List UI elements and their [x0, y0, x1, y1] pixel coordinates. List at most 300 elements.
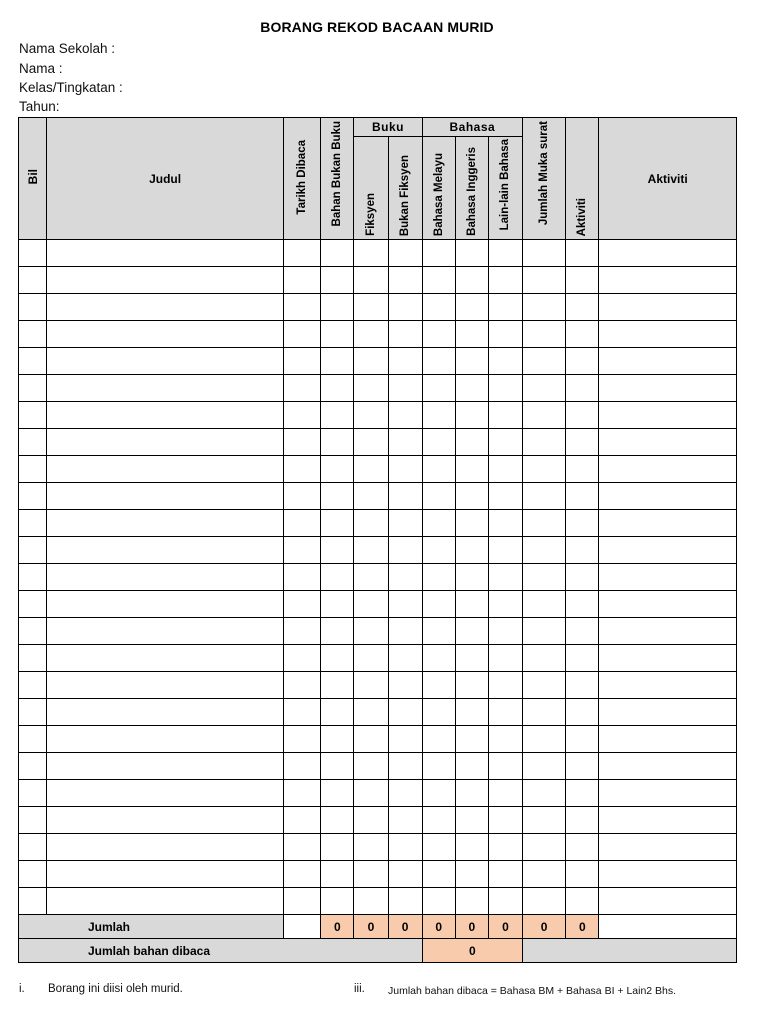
- table-cell[interactable]: [388, 780, 422, 807]
- table-cell[interactable]: [388, 510, 422, 537]
- table-cell[interactable]: [599, 429, 737, 456]
- table-cell[interactable]: [523, 240, 566, 267]
- table-cell[interactable]: [422, 348, 455, 375]
- table-cell[interactable]: [566, 780, 599, 807]
- table-cell[interactable]: [388, 672, 422, 699]
- table-cell[interactable]: [19, 645, 47, 672]
- table-cell[interactable]: [47, 510, 284, 537]
- table-cell[interactable]: [354, 483, 388, 510]
- table-cell[interactable]: [599, 348, 737, 375]
- table-cell[interactable]: [47, 591, 284, 618]
- table-cell[interactable]: [47, 645, 284, 672]
- table-cell[interactable]: [19, 429, 47, 456]
- table-cell[interactable]: [523, 483, 566, 510]
- table-cell[interactable]: [354, 294, 388, 321]
- table-cell[interactable]: [488, 618, 522, 645]
- table-cell[interactable]: [523, 456, 566, 483]
- table-cell[interactable]: [422, 321, 455, 348]
- table-cell[interactable]: [388, 537, 422, 564]
- table-cell[interactable]: [47, 861, 284, 888]
- table-cell[interactable]: [566, 645, 599, 672]
- table-cell[interactable]: [488, 348, 522, 375]
- table-cell[interactable]: [284, 888, 321, 915]
- table-cell[interactable]: [523, 591, 566, 618]
- table-cell[interactable]: [523, 780, 566, 807]
- table-cell[interactable]: [354, 402, 388, 429]
- table-cell[interactable]: [388, 348, 422, 375]
- table-cell[interactable]: [388, 294, 422, 321]
- table-cell[interactable]: [388, 645, 422, 672]
- table-cell[interactable]: [388, 807, 422, 834]
- table-cell[interactable]: [354, 375, 388, 402]
- table-cell[interactable]: [455, 672, 488, 699]
- table-cell[interactable]: [284, 645, 321, 672]
- table-cell[interactable]: [284, 321, 321, 348]
- table-cell[interactable]: [321, 753, 354, 780]
- table-cell[interactable]: [388, 618, 422, 645]
- table-cell[interactable]: [422, 294, 455, 321]
- table-cell[interactable]: [284, 240, 321, 267]
- table-cell[interactable]: [284, 429, 321, 456]
- table-cell[interactable]: [284, 294, 321, 321]
- table-cell[interactable]: [455, 726, 488, 753]
- table-cell[interactable]: [354, 861, 388, 888]
- table-cell[interactable]: [47, 321, 284, 348]
- table-cell[interactable]: [321, 807, 354, 834]
- table-cell[interactable]: [284, 267, 321, 294]
- table-cell[interactable]: [566, 456, 599, 483]
- table-cell[interactable]: [19, 321, 47, 348]
- table-cell[interactable]: [523, 645, 566, 672]
- table-cell[interactable]: [321, 456, 354, 483]
- table-cell[interactable]: [455, 294, 488, 321]
- table-cell[interactable]: [19, 780, 47, 807]
- table-cell[interactable]: [321, 780, 354, 807]
- table-cell[interactable]: [321, 591, 354, 618]
- table-cell[interactable]: [599, 726, 737, 753]
- table-cell[interactable]: [47, 888, 284, 915]
- table-cell[interactable]: [455, 591, 488, 618]
- table-cell[interactable]: [321, 240, 354, 267]
- table-cell[interactable]: [321, 888, 354, 915]
- table-cell[interactable]: [455, 483, 488, 510]
- table-cell[interactable]: [19, 564, 47, 591]
- table-cell[interactable]: [422, 429, 455, 456]
- table-cell[interactable]: [488, 429, 522, 456]
- table-cell[interactable]: [488, 888, 522, 915]
- table-cell[interactable]: [354, 537, 388, 564]
- table-cell[interactable]: [488, 645, 522, 672]
- table-cell[interactable]: [354, 564, 388, 591]
- table-cell[interactable]: [599, 861, 737, 888]
- table-cell[interactable]: [284, 537, 321, 564]
- table-cell[interactable]: [599, 240, 737, 267]
- table-cell[interactable]: [566, 699, 599, 726]
- table-cell[interactable]: [321, 510, 354, 537]
- table-cell[interactable]: [19, 483, 47, 510]
- table-cell[interactable]: [422, 645, 455, 672]
- table-cell[interactable]: [599, 537, 737, 564]
- table-cell[interactable]: [599, 267, 737, 294]
- table-cell[interactable]: [455, 240, 488, 267]
- table-cell[interactable]: [47, 834, 284, 861]
- table-cell[interactable]: [321, 726, 354, 753]
- table-cell[interactable]: [488, 321, 522, 348]
- table-cell[interactable]: [47, 483, 284, 510]
- table-cell[interactable]: [523, 348, 566, 375]
- table-cell[interactable]: [388, 267, 422, 294]
- table-cell[interactable]: [19, 375, 47, 402]
- table-cell[interactable]: [599, 294, 737, 321]
- table-cell[interactable]: [422, 402, 455, 429]
- table-cell[interactable]: [354, 591, 388, 618]
- table-cell[interactable]: [321, 321, 354, 348]
- table-cell[interactable]: [455, 321, 488, 348]
- table-cell[interactable]: [284, 402, 321, 429]
- table-cell[interactable]: [422, 834, 455, 861]
- table-cell[interactable]: [599, 618, 737, 645]
- table-cell[interactable]: [422, 888, 455, 915]
- table-cell[interactable]: [566, 510, 599, 537]
- table-cell[interactable]: [523, 672, 566, 699]
- table-cell[interactable]: [47, 564, 284, 591]
- table-cell[interactable]: [47, 672, 284, 699]
- table-cell[interactable]: [388, 888, 422, 915]
- table-cell[interactable]: [566, 402, 599, 429]
- table-cell[interactable]: [47, 402, 284, 429]
- table-cell[interactable]: [321, 483, 354, 510]
- table-cell[interactable]: [455, 618, 488, 645]
- table-cell[interactable]: [388, 591, 422, 618]
- table-cell[interactable]: [599, 834, 737, 861]
- table-cell[interactable]: [19, 456, 47, 483]
- table-cell[interactable]: [354, 645, 388, 672]
- table-cell[interactable]: [47, 618, 284, 645]
- table-cell[interactable]: [488, 483, 522, 510]
- table-cell[interactable]: [566, 429, 599, 456]
- table-cell[interactable]: [566, 672, 599, 699]
- table-cell[interactable]: [19, 240, 47, 267]
- table-cell[interactable]: [455, 753, 488, 780]
- table-cell[interactable]: [388, 429, 422, 456]
- table-cell[interactable]: [284, 699, 321, 726]
- table-cell[interactable]: [488, 672, 522, 699]
- table-cell[interactable]: [488, 699, 522, 726]
- table-cell[interactable]: [284, 780, 321, 807]
- table-cell[interactable]: [321, 348, 354, 375]
- table-cell[interactable]: [422, 591, 455, 618]
- table-cell[interactable]: [354, 699, 388, 726]
- table-cell[interactable]: [321, 672, 354, 699]
- table-cell[interactable]: [566, 348, 599, 375]
- table-cell[interactable]: [354, 429, 388, 456]
- table-cell[interactable]: [523, 294, 566, 321]
- table-cell[interactable]: [422, 240, 455, 267]
- table-cell[interactable]: [284, 483, 321, 510]
- table-cell[interactable]: [354, 672, 388, 699]
- table-cell[interactable]: [599, 564, 737, 591]
- table-cell[interactable]: [488, 375, 522, 402]
- table-cell[interactable]: [488, 402, 522, 429]
- table-cell[interactable]: [566, 240, 599, 267]
- table-cell[interactable]: [599, 699, 737, 726]
- table-cell[interactable]: [354, 348, 388, 375]
- table-cell[interactable]: [47, 294, 284, 321]
- table-cell[interactable]: [47, 780, 284, 807]
- table-cell[interactable]: [455, 429, 488, 456]
- table-cell[interactable]: [455, 402, 488, 429]
- table-cell[interactable]: [488, 564, 522, 591]
- table-cell[interactable]: [354, 618, 388, 645]
- table-cell[interactable]: [455, 834, 488, 861]
- table-cell[interactable]: [566, 321, 599, 348]
- table-cell[interactable]: [422, 375, 455, 402]
- table-cell[interactable]: [19, 807, 47, 834]
- table-cell[interactable]: [354, 267, 388, 294]
- table-cell[interactable]: [599, 510, 737, 537]
- table-cell[interactable]: [523, 699, 566, 726]
- table-cell[interactable]: [354, 780, 388, 807]
- table-cell[interactable]: [354, 240, 388, 267]
- table-cell[interactable]: [523, 510, 566, 537]
- table-cell[interactable]: [284, 618, 321, 645]
- table-cell[interactable]: [566, 726, 599, 753]
- table-cell[interactable]: [523, 564, 566, 591]
- table-cell[interactable]: [388, 321, 422, 348]
- table-cell[interactable]: [47, 267, 284, 294]
- table-cell[interactable]: [488, 510, 522, 537]
- table-cell[interactable]: [488, 753, 522, 780]
- table-cell[interactable]: [455, 510, 488, 537]
- table-cell[interactable]: [321, 618, 354, 645]
- table-cell[interactable]: [488, 807, 522, 834]
- table-cell[interactable]: [599, 591, 737, 618]
- table-cell[interactable]: [488, 780, 522, 807]
- table-cell[interactable]: [321, 267, 354, 294]
- table-cell[interactable]: [455, 537, 488, 564]
- table-cell[interactable]: [321, 564, 354, 591]
- table-cell[interactable]: [19, 591, 47, 618]
- table-cell[interactable]: [455, 861, 488, 888]
- table-cell[interactable]: [321, 537, 354, 564]
- table-cell[interactable]: [523, 375, 566, 402]
- table-cell[interactable]: [284, 348, 321, 375]
- table-cell[interactable]: [599, 483, 737, 510]
- table-cell[interactable]: [388, 861, 422, 888]
- table-cell[interactable]: [321, 699, 354, 726]
- table-cell[interactable]: [523, 321, 566, 348]
- table-cell[interactable]: [19, 888, 47, 915]
- table-cell[interactable]: [284, 672, 321, 699]
- table-cell[interactable]: [284, 861, 321, 888]
- table-cell[interactable]: [19, 834, 47, 861]
- table-cell[interactable]: [19, 267, 47, 294]
- table-cell[interactable]: [388, 834, 422, 861]
- table-cell[interactable]: [523, 834, 566, 861]
- table-cell[interactable]: [455, 807, 488, 834]
- table-cell[interactable]: [599, 807, 737, 834]
- table-cell[interactable]: [284, 510, 321, 537]
- table-cell[interactable]: [47, 537, 284, 564]
- table-cell[interactable]: [321, 861, 354, 888]
- table-cell[interactable]: [19, 618, 47, 645]
- table-cell[interactable]: [422, 780, 455, 807]
- table-cell[interactable]: [566, 375, 599, 402]
- table-cell[interactable]: [523, 537, 566, 564]
- table-cell[interactable]: [523, 888, 566, 915]
- table-cell[interactable]: [47, 375, 284, 402]
- table-cell[interactable]: [354, 753, 388, 780]
- table-cell[interactable]: [388, 699, 422, 726]
- table-cell[interactable]: [354, 888, 388, 915]
- table-cell[interactable]: [455, 564, 488, 591]
- table-cell[interactable]: [47, 348, 284, 375]
- table-cell[interactable]: [455, 267, 488, 294]
- table-cell[interactable]: [599, 753, 737, 780]
- table-cell[interactable]: [599, 402, 737, 429]
- table-cell[interactable]: [354, 321, 388, 348]
- table-cell[interactable]: [422, 807, 455, 834]
- table-cell[interactable]: [284, 375, 321, 402]
- table-cell[interactable]: [599, 888, 737, 915]
- table-cell[interactable]: [19, 726, 47, 753]
- table-cell[interactable]: [566, 861, 599, 888]
- table-cell[interactable]: [566, 537, 599, 564]
- table-cell[interactable]: [354, 726, 388, 753]
- table-cell[interactable]: [488, 591, 522, 618]
- table-cell[interactable]: [566, 294, 599, 321]
- table-cell[interactable]: [599, 375, 737, 402]
- table-cell[interactable]: [455, 375, 488, 402]
- table-cell[interactable]: [284, 753, 321, 780]
- table-cell[interactable]: [47, 429, 284, 456]
- table-cell[interactable]: [599, 780, 737, 807]
- table-cell[interactable]: [566, 483, 599, 510]
- table-cell[interactable]: [566, 888, 599, 915]
- table-cell[interactable]: [284, 456, 321, 483]
- table-cell[interactable]: [19, 699, 47, 726]
- table-cell[interactable]: [566, 753, 599, 780]
- table-cell[interactable]: [388, 753, 422, 780]
- table-cell[interactable]: [47, 240, 284, 267]
- table-cell[interactable]: [523, 429, 566, 456]
- table-cell[interactable]: [488, 267, 522, 294]
- table-cell[interactable]: [422, 267, 455, 294]
- table-cell[interactable]: [354, 807, 388, 834]
- table-cell[interactable]: [455, 348, 488, 375]
- table-cell[interactable]: [19, 348, 47, 375]
- table-cell[interactable]: [566, 591, 599, 618]
- table-cell[interactable]: [19, 294, 47, 321]
- table-cell[interactable]: [422, 861, 455, 888]
- table-cell[interactable]: [388, 240, 422, 267]
- table-cell[interactable]: [19, 402, 47, 429]
- table-cell[interactable]: [19, 672, 47, 699]
- table-cell[interactable]: [422, 753, 455, 780]
- table-cell[interactable]: [388, 483, 422, 510]
- table-cell[interactable]: [388, 402, 422, 429]
- table-cell[interactable]: [47, 726, 284, 753]
- table-cell[interactable]: [388, 375, 422, 402]
- table-cell[interactable]: [422, 510, 455, 537]
- table-cell[interactable]: [47, 456, 284, 483]
- table-cell[interactable]: [47, 807, 284, 834]
- table-cell[interactable]: [523, 753, 566, 780]
- table-cell[interactable]: [422, 618, 455, 645]
- table-cell[interactable]: [488, 294, 522, 321]
- table-cell[interactable]: [566, 267, 599, 294]
- table-cell[interactable]: [422, 483, 455, 510]
- table-cell[interactable]: [488, 537, 522, 564]
- table-cell[interactable]: [422, 672, 455, 699]
- table-cell[interactable]: [599, 456, 737, 483]
- table-cell[interactable]: [422, 699, 455, 726]
- table-cell[interactable]: [321, 375, 354, 402]
- table-cell[interactable]: [566, 564, 599, 591]
- table-cell[interactable]: [47, 753, 284, 780]
- table-cell[interactable]: [422, 726, 455, 753]
- table-cell[interactable]: [321, 294, 354, 321]
- table-cell[interactable]: [566, 618, 599, 645]
- table-cell[interactable]: [388, 456, 422, 483]
- table-cell[interactable]: [284, 591, 321, 618]
- table-cell[interactable]: [19, 510, 47, 537]
- table-cell[interactable]: [488, 834, 522, 861]
- table-cell[interactable]: [19, 861, 47, 888]
- table-cell[interactable]: [388, 564, 422, 591]
- table-cell[interactable]: [19, 537, 47, 564]
- table-cell[interactable]: [599, 645, 737, 672]
- table-cell[interactable]: [284, 564, 321, 591]
- table-cell[interactable]: [523, 618, 566, 645]
- table-cell[interactable]: [422, 456, 455, 483]
- table-cell[interactable]: [523, 807, 566, 834]
- table-cell[interactable]: [354, 510, 388, 537]
- table-cell[interactable]: [321, 429, 354, 456]
- table-cell[interactable]: [566, 807, 599, 834]
- table-cell[interactable]: [488, 726, 522, 753]
- table-cell[interactable]: [523, 402, 566, 429]
- table-cell[interactable]: [599, 321, 737, 348]
- table-cell[interactable]: [455, 699, 488, 726]
- table-cell[interactable]: [422, 564, 455, 591]
- table-cell[interactable]: [455, 780, 488, 807]
- table-cell[interactable]: [47, 699, 284, 726]
- table-cell[interactable]: [455, 456, 488, 483]
- table-cell[interactable]: [388, 726, 422, 753]
- table-cell[interactable]: [488, 456, 522, 483]
- table-cell[interactable]: [321, 645, 354, 672]
- table-cell[interactable]: [284, 726, 321, 753]
- table-cell[interactable]: [523, 267, 566, 294]
- table-cell[interactable]: [354, 834, 388, 861]
- table-cell[interactable]: [566, 834, 599, 861]
- table-cell[interactable]: [422, 537, 455, 564]
- table-cell[interactable]: [321, 402, 354, 429]
- table-cell[interactable]: [354, 456, 388, 483]
- table-cell[interactable]: [523, 726, 566, 753]
- table-cell[interactable]: [19, 753, 47, 780]
- table-cell[interactable]: [523, 861, 566, 888]
- table-cell[interactable]: [488, 861, 522, 888]
- table-cell[interactable]: [488, 240, 522, 267]
- table-cell[interactable]: [284, 834, 321, 861]
- table-cell[interactable]: [599, 672, 737, 699]
- table-cell[interactable]: [455, 888, 488, 915]
- table-cell[interactable]: [284, 807, 321, 834]
- table-cell[interactable]: [321, 834, 354, 861]
- table-cell[interactable]: [455, 645, 488, 672]
